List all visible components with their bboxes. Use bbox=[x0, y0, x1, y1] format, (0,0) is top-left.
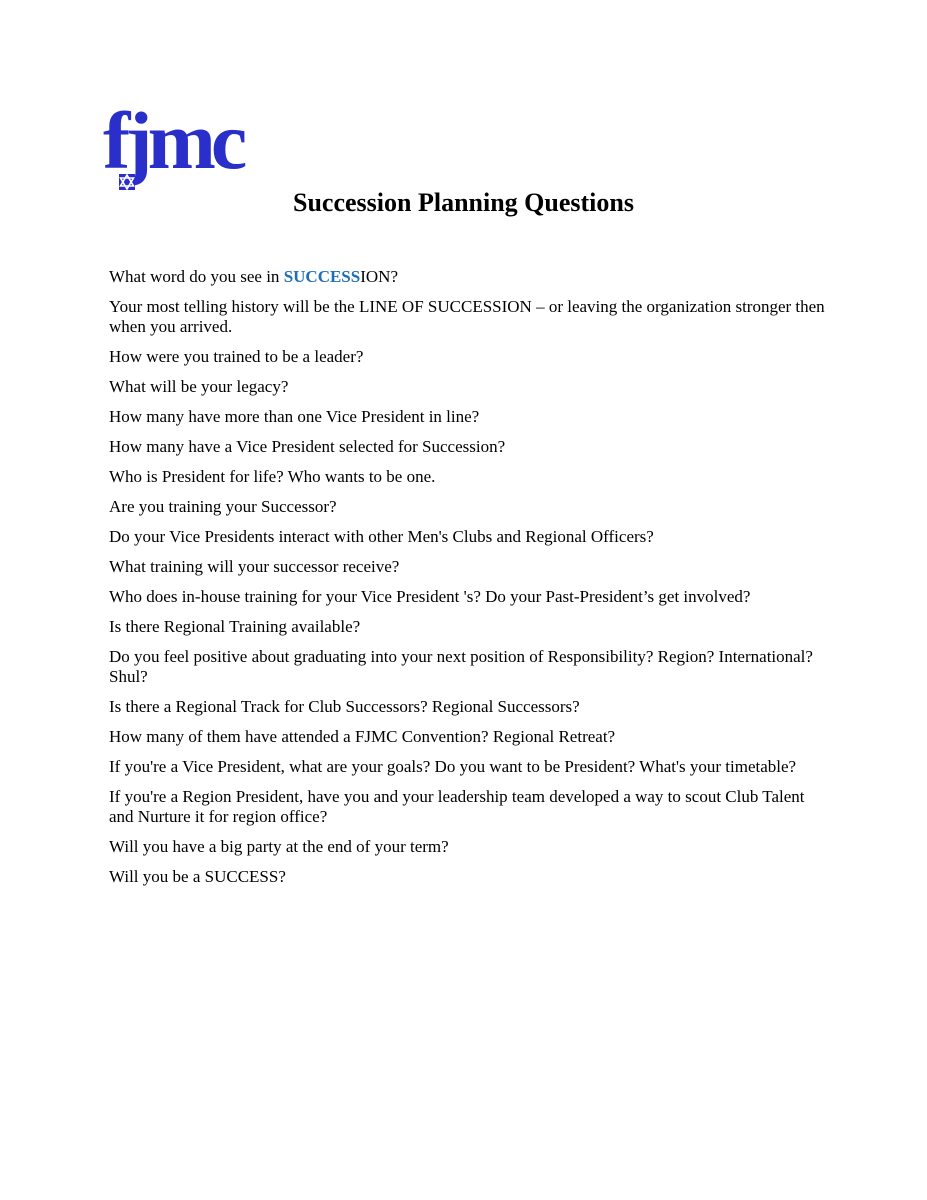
question-item: Do you feel positive about graduating into your next position of Responsibility? Region? International? Shul? bbox=[109, 647, 813, 686]
question-item: Who is President for life? Who wants to be one. bbox=[109, 467, 436, 486]
question-item: Will you be a SUCCESS? bbox=[109, 867, 286, 886]
question-item: How many have a Vice President selected for Succession? bbox=[109, 437, 506, 456]
question-list bbox=[109, 267, 829, 897]
fjmc-logo bbox=[103, 95, 263, 198]
question-item: How many have more than one Vice President in line? bbox=[109, 407, 480, 426]
question-prefix: What word do you see in bbox=[109, 267, 284, 286]
question-item: How many of them have attended a FJMC Convention? Regional Retreat? bbox=[109, 727, 616, 746]
question-item: Do your Vice Presidents interact with other Men's Clubs and Regional Officers? bbox=[109, 527, 654, 546]
question-item: If you're a Vice President, what are your goals? Do you want to be President? What's your timetable? bbox=[109, 757, 797, 776]
question-item: Your most telling history will be the LINE OF SUCCESSION – or leaving the organization stronger then when you arrived. bbox=[109, 297, 825, 336]
question-suffix: ION? bbox=[360, 267, 398, 286]
question-item: What will be your legacy? bbox=[109, 377, 289, 396]
question-item: Who does in-house training for your Vice President 's? Do your Past-President’s get involved? bbox=[109, 587, 751, 606]
highlighted-word: SUCCESS bbox=[283, 267, 361, 286]
question-item: Is there a Regional Track for Club Successors? Regional Successors? bbox=[109, 697, 580, 716]
question-item: If you're a Region President, have you and your leadership team developed a way to scout Club Talent and Nurture it for region office? bbox=[109, 787, 805, 826]
logo-text: fjmc bbox=[103, 95, 243, 186]
question-item-word bbox=[109, 267, 829, 287]
question-item: How were you trained to be a leader? bbox=[109, 347, 364, 366]
question-item: Is there Regional Training available? bbox=[109, 617, 361, 636]
question-item: What training will your successor receive? bbox=[109, 557, 400, 576]
page-title: Succession Planning Questions bbox=[293, 188, 634, 217]
question-item: Will you have a big party at the end of your term? bbox=[109, 837, 449, 856]
question-item: Are you training your Successor? bbox=[109, 497, 337, 516]
